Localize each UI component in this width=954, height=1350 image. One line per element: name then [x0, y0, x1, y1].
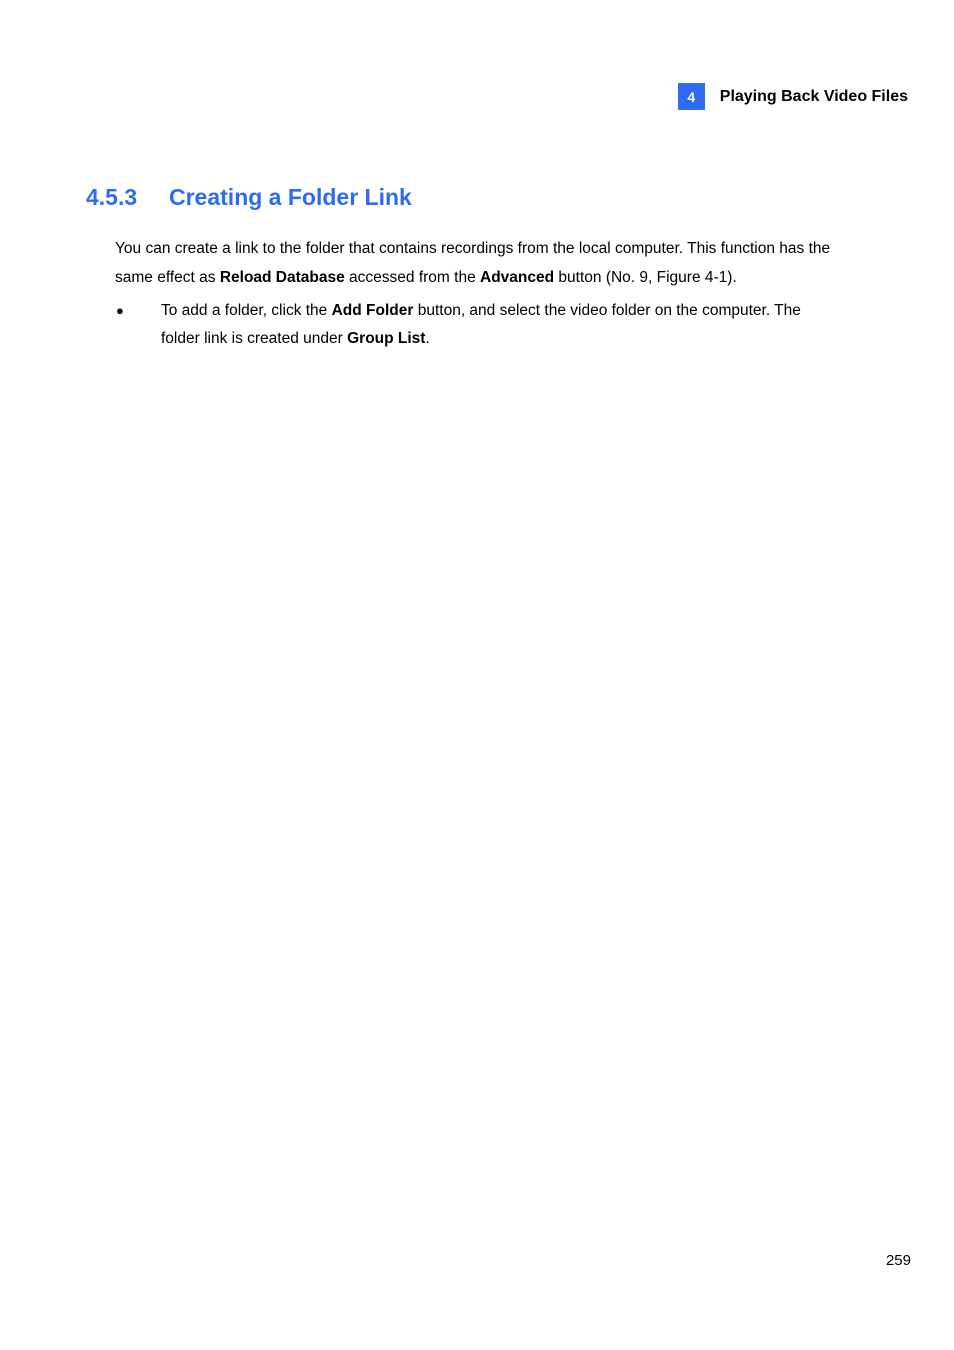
bullet-text-part: .: [425, 330, 430, 347]
bullet-list: [115, 297, 840, 353]
bullet-text-part: To add a folder, click the: [161, 302, 332, 319]
paragraph-text: button (No. 9, Figure 4-1).: [554, 269, 737, 286]
intro-paragraph: [115, 234, 840, 292]
page-number: 259: [885, 1252, 911, 1269]
paragraph-text: accessed from the: [344, 269, 481, 286]
section-heading: [86, 184, 412, 211]
bullet-marker: ●: [116, 303, 124, 318]
chapter-header: [678, 83, 908, 110]
section-title: Creating a Folder Link: [169, 184, 412, 210]
add-folder-term: Add Folder: [331, 302, 414, 319]
chapter-number-badge: 4: [678, 83, 705, 110]
list-item: [115, 297, 840, 353]
reload-database-term: Reload Database: [219, 269, 345, 286]
advanced-term: Advanced: [480, 269, 555, 286]
section-number: 4.5.3: [86, 184, 138, 210]
paragraph-text: You can create a link to the folder that contains recordings from the local computer. This function has the same effect as: [115, 240, 831, 286]
bullet-text: [161, 297, 840, 353]
bullet-text-part: button, and select the video folder on the computer. The folder link is created under: [161, 302, 801, 347]
group-list-term: Group List: [347, 330, 426, 347]
chapter-title: Playing Back Video Files: [719, 87, 908, 105]
